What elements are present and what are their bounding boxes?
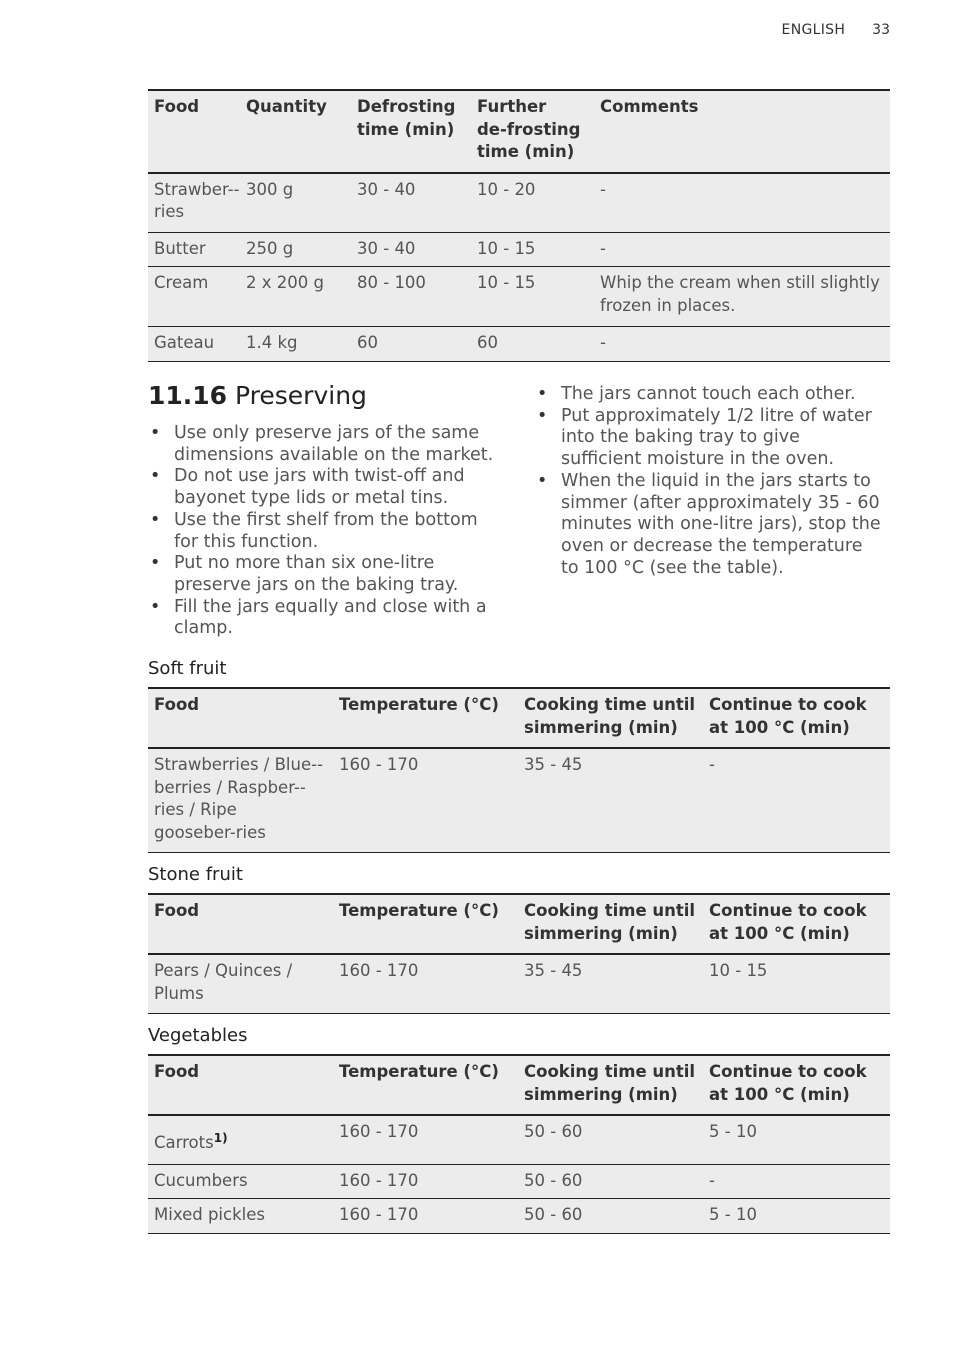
table-cell: 10 - 15 — [703, 954, 890, 1014]
table-row — [148, 954, 890, 1014]
table-cell: - — [703, 748, 890, 853]
column-header: Further de-frosting time (min) — [471, 90, 594, 173]
list-item: • Do not use jars with twist-off and bayonet type lids or metal tins. — [148, 466, 503, 509]
table-row — [148, 267, 890, 327]
table-cell: 60 — [471, 327, 594, 362]
table-row — [148, 232, 890, 267]
column-header: Temperature (°C) — [333, 894, 518, 954]
table-cell: 160 - 170 — [333, 1164, 518, 1199]
table-cell: - — [594, 173, 890, 233]
column-header: Temperature (°C) — [333, 1055, 518, 1115]
table-cell: 50 - 60 — [518, 1115, 703, 1164]
soft-fruit-table — [148, 687, 890, 853]
column-header: Continue to cook at 100 °C (min) — [703, 688, 890, 748]
table-cell: 10 - 20 — [471, 173, 594, 233]
soft-fruit-heading: Soft fruit — [148, 658, 227, 679]
table-cell: 10 - 15 — [471, 232, 594, 267]
table-cell: Mixed pickles — [148, 1199, 333, 1234]
table-row — [148, 1115, 890, 1164]
table-header-row — [148, 90, 890, 173]
table-cell: 1.4 kg — [240, 327, 351, 362]
column-header: Continue to cook at 100 °C (min) — [703, 1055, 890, 1115]
list-item: • Use the first shelf from the bottom for this function. — [148, 510, 503, 553]
section-title: Preserving — [235, 381, 367, 410]
page-header — [782, 22, 890, 38]
table-cell: 50 - 60 — [518, 1199, 703, 1234]
table-header-row — [148, 688, 890, 748]
cell-text: Carrots — [154, 1133, 214, 1152]
column-header: Food — [148, 1055, 333, 1115]
table-cell: Strawberries / Blue-berries / Raspber-ries / Ripe gooseber-ries — [148, 748, 333, 853]
column-header: Food — [148, 90, 240, 173]
table-cell: Gateau — [148, 327, 240, 362]
stone-fruit-heading: Stone fruit — [148, 864, 243, 885]
table-cell: 30 - 40 — [351, 232, 471, 267]
table-cell: 160 - 170 — [333, 954, 518, 1014]
table-cell: 35 - 45 — [518, 954, 703, 1014]
table-cell: Butter — [148, 232, 240, 267]
list-item: • Use only preserve jars of the same dimensions available on the market. — [148, 423, 503, 466]
column-header: Comments — [594, 90, 890, 173]
section-heading — [148, 381, 367, 410]
table-cell: 5 - 10 — [703, 1115, 890, 1164]
column-header: Continue to cook at 100 °C (min) — [703, 894, 890, 954]
table-cell: 160 - 170 — [333, 748, 518, 853]
table-cell: 10 - 15 — [471, 267, 594, 327]
table-row — [148, 173, 890, 233]
table-cell: Whip the cream when still slightly frozen in places. — [594, 267, 890, 327]
table-cell: Pears / Quinces / Plums — [148, 954, 333, 1014]
table-cell: 35 - 45 — [518, 748, 703, 853]
table-cell: 50 - 60 — [518, 1164, 703, 1199]
table-cell: Strawber-ries — [148, 173, 240, 233]
list-item: • Put approximately 1/2 litre of water into the baking tray to give sufficient moisture in the oven. — [535, 406, 885, 471]
table-row — [148, 327, 890, 362]
column-header: Food — [148, 688, 333, 748]
table-cell: Cream — [148, 267, 240, 327]
table-cell: 60 — [351, 327, 471, 362]
vegetables-heading: Vegetables — [148, 1025, 248, 1046]
table-cell: 2 x 200 g — [240, 267, 351, 327]
column-header: Cooking time until simmering (min) — [518, 894, 703, 954]
column-header: Temperature (°C) — [333, 688, 518, 748]
column-header: Defrosting time (min) — [351, 90, 471, 173]
table-cell: 300 g — [240, 173, 351, 233]
table-header-row — [148, 894, 890, 954]
table-cell: 160 - 170 — [333, 1199, 518, 1234]
table-cell: - — [594, 232, 890, 267]
table-row — [148, 748, 890, 853]
vegetables-table — [148, 1054, 890, 1234]
footnote-marker: 1) — [213, 1131, 228, 1145]
table-cell: - — [703, 1164, 890, 1199]
table-cell: 5 - 10 — [703, 1199, 890, 1234]
table-cell — [148, 1115, 333, 1164]
column-header: Cooking time until simmering (min) — [518, 1055, 703, 1115]
table-cell: 30 - 40 — [351, 173, 471, 233]
bullet-list-left — [148, 423, 503, 640]
table-row — [148, 1199, 890, 1234]
column-header: Quantity — [240, 90, 351, 173]
column-header: Food — [148, 894, 333, 954]
table-cell: - — [594, 327, 890, 362]
language-label: ENGLISH — [781, 22, 846, 38]
table-cell: 160 - 170 — [333, 1115, 518, 1164]
list-item: • Fill the jars equally and close with a clamp. — [148, 597, 503, 640]
table-cell: 80 - 100 — [351, 267, 471, 327]
bullet-list-right — [535, 384, 885, 579]
table-row — [148, 1164, 890, 1199]
defrost-table — [148, 89, 890, 362]
page-number: 33 — [872, 22, 890, 38]
list-item: • When the liquid in the jars starts to simmer (after approximately 35 - 60 minutes with one-litre jars), stop the oven or decrease the temperature to 100 °C (see the table). — [535, 471, 885, 580]
table-header-row — [148, 1055, 890, 1115]
list-item: • The jars cannot touch each other. — [535, 384, 885, 406]
stone-fruit-table — [148, 893, 890, 1014]
section-number: 11.16 — [148, 381, 228, 410]
table-cell: Cucumbers — [148, 1164, 333, 1199]
list-item: • Put no more than six one-litre preserve jars on the baking tray. — [148, 553, 503, 596]
column-header: Cooking time until simmering (min) — [518, 688, 703, 748]
table-cell: 250 g — [240, 232, 351, 267]
